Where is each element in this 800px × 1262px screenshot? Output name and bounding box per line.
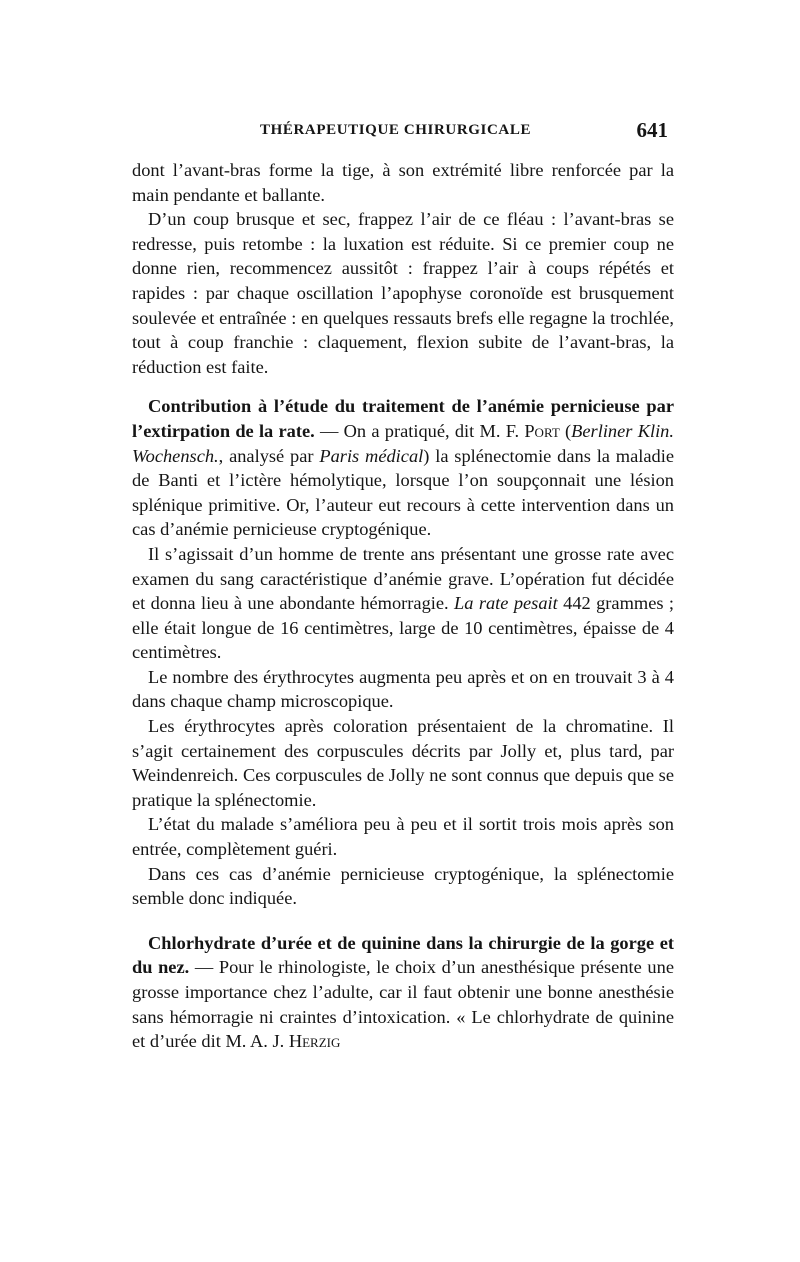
intro-text-c: , analysé par: [218, 445, 320, 466]
intro-text-d: ) la splénectomie dans la maladie de Banti et l’ictère hémolytique, lorsque l’on soupçonnait une lésion splénique primitive. Or, l’auteur eut recours à cette intervention dans un cas d’anémie pernicieuse cryptogénique.: [132, 445, 674, 540]
paragraph-erythrocyte-count: Le nombre des érythrocytes augmenta peu après et on en trouvait 3 à 4 dans chaque champ microscopique.: [132, 666, 674, 712]
journal-citation-2: Paris médical: [319, 445, 424, 466]
section-heading-anesthesia: Chlorhydrate d’urée et de quinine dans la chirurgie de la gorge et du nez.: [132, 932, 674, 978]
case-text-italic: La rate pesait: [454, 593, 558, 614]
paragraph-conclusion: Dans ces cas d’anémie pernicieuse cryptogénique, la splénectomie semble donc indiquée.: [132, 863, 674, 909]
intro-text-b: (: [559, 420, 572, 441]
paragraph-case-description: [132, 542, 674, 665]
section-anesthesia-intro: [132, 931, 674, 1054]
running-title: THÉRAPEUTIQUE CHIRURGICALE: [260, 122, 532, 138]
body-text: [132, 158, 674, 1054]
intro-text-a: — On a pratiqué, dit M. F.: [314, 420, 525, 441]
case-text-b: 442 grammes ; elle était longue de 16 centimètres, large de 10 centimètres, épaisse de 4 centimètres.: [132, 593, 674, 663]
case-text-a: Il s’agissait d’un homme de trente ans présentant une grosse rate avec examen du sang caractéristique d’anémie grave. L’opération fut décidée et donna lieu à une abondante hémorragie.: [132, 543, 674, 614]
journal-citation: Berliner Klin. Wochensch.: [132, 420, 674, 466]
section-splenectomy-intro: [132, 394, 674, 542]
page-number: 641: [636, 118, 668, 142]
section-heading-splenectomy: Contribution à l’étude du traitement de l’anémie pernicieuse par l’extirpation de la rate.: [132, 396, 674, 441]
anesthesia-text: — Pour le rhinologiste, le choix d’un anesthésique présente une grosse importance chez l’adulte, car il faut obtenir une bonne anesthésie sans hémorragie ni craintes d’intoxication. « Le chlorhydrate de quinine et d’urée dit M. A. J.: [132, 957, 674, 1052]
paragraph-luxation-reduction: D’un coup brusque et sec, frappez l’air de ce fléau : l’avant-bras se redresse, puis retombe : la luxation est réduite. Si ce premier coup ne donne rien, recommencez aussitôt : frappez l’air à coups répétés et rapides : par chaque oscillation l’apophyse coronoïde est brusquement soulevée et entraînée : en quelques ressauts brefs elle regagne la trochlée, tout à coup franchie : claquement, flexion subite de l’avant-bras, la réduction est faite.: [132, 209, 674, 377]
paragraph-continuation: dont l’avant-bras forme la tige, à son extrémité libre renforcée par la main pendante et ballante.: [132, 160, 674, 205]
paragraph-chromatin: Les érythrocytes après coloration présentaient de la chromatine. Il s’agit certainement des corpuscules décrits par Jolly et, plus tard, par Weindenreich. Ces corpuscules de Jolly ne sont connus que depuis que se pratique la splénectomie.: [132, 716, 674, 810]
running-head: [130, 120, 670, 146]
author-name-2: Herzig: [288, 1031, 341, 1052]
paragraph-recovery: L’état du malade s’améliora peu à peu et il sortit trois mois après son entrée, complètement guéri.: [132, 814, 674, 860]
author-name: Port: [524, 420, 560, 441]
